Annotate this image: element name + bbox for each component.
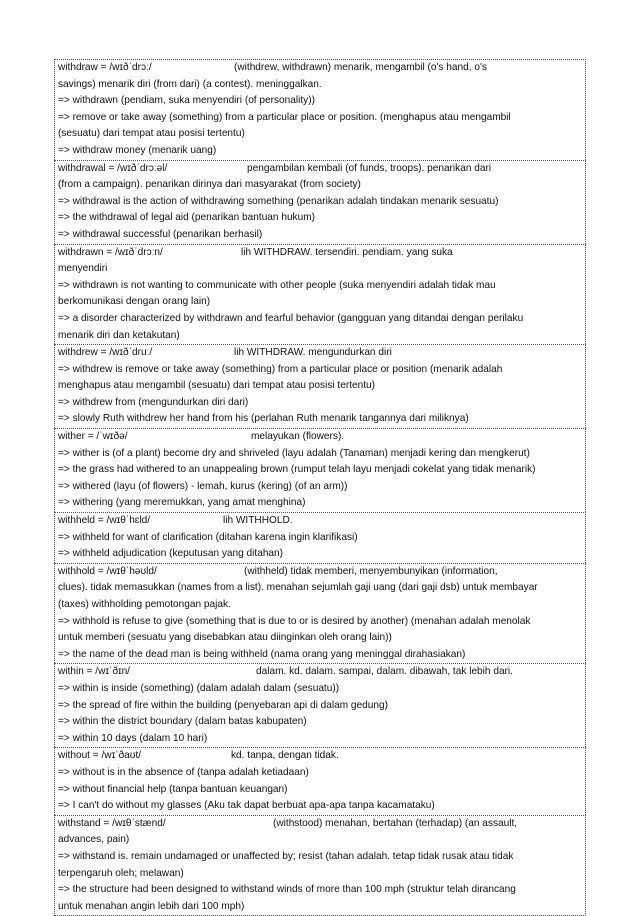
dictionary-entry — [54, 59, 586, 160]
entry-line: => withdraw money (menarik uang) — [58, 144, 217, 156]
entry-line: advances, pain) — [58, 834, 130, 846]
dictionary-table — [54, 59, 586, 916]
entry-line: => withhold is refuse to give (something that is due to or is desired by another) (menahan adalah menolak — [58, 615, 531, 627]
entry-line: menarik diri dan ketakutan) — [58, 329, 180, 341]
entry-headword: wither = /ˈwɪðə/ — [58, 431, 128, 443]
entry-line: => withdrawal is the action of withdrawing something (penarikan adalah tindakan menarik sesuatu) — [58, 195, 499, 207]
entry-definition-start: lih WITHDRAW. tersendiri. pendiam. yang suka — [241, 246, 453, 258]
entry-line: => the spread of fire within the building (penyebaran api di dalam gedung) — [58, 699, 388, 711]
entry-line: terpengaruh oleh; melawan) — [58, 867, 184, 879]
entry-headword: withdraw = /wɪðˈdrɔː/ — [58, 62, 152, 73]
entry-headline — [58, 748, 582, 765]
entry-definition-start: lih WITHDRAW. mengundurkan diri — [234, 347, 392, 359]
entry-definition-start: dalam. kd. dalam. sampai, dalam. dibawah, tak lebih dari. — [256, 666, 513, 678]
entry-line: => a disorder characterized by withdrawn and fearful behavior (gangguan yang ditandai dengan perilaku — [58, 312, 524, 324]
entry-line: savings) menarik diri (from dari) (a contest). meninggalkan. — [58, 78, 322, 90]
entry-headline — [58, 60, 582, 77]
entry-line: (sesuatu) dari tempat atau posisi tertentu) — [58, 128, 245, 140]
entry-line: clues). tidak memasukkan (names from a list). menahan sejumlah gaji uang (dari gaji dsb) untuk membayar — [58, 582, 538, 594]
entry-line: (taxes) withholding pemotongan pajak. — [58, 599, 231, 610]
entry-definition-start: pengambilan kembali (of funds, troops). penarikan dari — [247, 162, 492, 174]
dictionary-entry — [54, 344, 586, 428]
entry-headword: withdrew = /wɪðˈdruː/ — [58, 347, 153, 359]
entry-line: => withdrawn (pendiam, suka menyendiri (of personality)) — [58, 95, 315, 107]
entry-line: => withdrawal successful (penarikan berhasil) — [58, 228, 263, 240]
entry-line: => without financial help (tanpa bantuan keuangan) — [58, 783, 288, 795]
entry-line: (from a campaign). penarikan dirinya dari masyarakat (from society) — [58, 179, 361, 191]
entry-headword: withhold = /wɪθˈhəʊld/ — [58, 565, 157, 577]
entry-line: berkomunikasi dengan orang lain) — [58, 296, 211, 308]
entry-headline — [58, 513, 582, 530]
entry-definition-start: (withdrew, withdrawn) menarik, mengambil (o's hand, o's — [234, 62, 487, 73]
entry-line: => the structure had been designed to withstand winds of more than 100 mph (struktur telah dirancang — [58, 884, 516, 896]
entry-headline — [58, 564, 582, 581]
entry-definition-start: (withheld) tidak memberi, menyembunyikan (information, — [244, 565, 498, 577]
entry-line: => the name of the dead man is being withheld (nama orang yang meninggal dirahasiakan) — [58, 648, 466, 660]
dictionary-entry — [54, 160, 586, 244]
entry-line: untuk menahan angin lebih dari 100 mph) — [58, 900, 245, 912]
entry-headword: within = /wɪˈðɪn/ — [58, 666, 130, 678]
entry-headword: withdrawal = /wɪðˈdrɔːəl/ — [58, 162, 168, 174]
entry-line: => wither is (of a plant) become dry and shriveled (layu adalah (Tanaman) menjadi kering dan mengkerut) — [58, 447, 530, 459]
dictionary-entry — [54, 428, 586, 512]
entry-line: => withdrawn is not wanting to communicate with other people (suka menyendiri adalah tidak mau — [58, 279, 496, 291]
dictionary-entry — [54, 244, 586, 345]
entry-line: => within is inside (something) (dalam adalah dalam (sesuatu)) — [58, 682, 340, 694]
entry-line: => within the district boundary (dalam batas kabupaten) — [58, 716, 307, 728]
entry-headword: withdrawn = /wɪðˈdrɔːn/ — [58, 246, 163, 258]
entry-line: menyendiri — [58, 263, 108, 275]
entry-line: => slowly Ruth withdrew her hand from his (perlahan Ruth menarik tangannya dari miliknya) — [58, 413, 469, 425]
entry-headword: withstand = /wɪθˈstænd/ — [58, 817, 166, 829]
entry-line: => without is in the absence of (tanpa adalah ketiadaan) — [58, 766, 309, 778]
entry-headline — [58, 429, 582, 446]
entry-headword: without = /wɪˈðaʊt/ — [58, 750, 142, 762]
entry-headword: withheld = /wɪθˈhɛld/ — [58, 515, 151, 527]
entry-line: => remove or take away (something) from a particular place or position. (menghapus atau mengambil — [58, 111, 511, 123]
entry-line: => withheld adjudication (keputusan yang ditahan) — [58, 548, 284, 560]
entry-line: => the withdrawal of legal aid (penarikan bantuan hukum) — [58, 212, 315, 224]
entry-line: => withered (layu (of flowers) - lemah, kurus (kering) (of an arm)) — [58, 480, 348, 492]
dictionary-entry — [54, 663, 586, 747]
entry-definition-start: kd. tanpa, dengan tidak. — [231, 750, 339, 762]
entry-line: => withstand is. remain undamaged or unaffected by; resist (tahan adalah. tetap tidak rusak atau tidak — [58, 850, 514, 862]
entry-definition-start: melayukan (flowers). — [251, 431, 345, 443]
entry-headline — [58, 816, 582, 833]
entry-line: untuk memberi (sesuatu yang disebabkan atau diinginkan oleh orang lain)) — [58, 632, 392, 644]
dictionary-entry — [54, 563, 586, 664]
entry-line: => the grass had withered to an unappealing brown (rumput telah layu menjadi cokelat yang tidak menarik) — [58, 464, 536, 476]
entry-definition-start: (withstood) menahan, bertahan (terhadap) (an assault, — [273, 817, 518, 829]
dictionary-entry — [54, 815, 586, 916]
entry-headline — [58, 161, 582, 178]
entry-line: => withering (yang meremukkan, yang amat menghina) — [58, 497, 306, 509]
entry-line: => withdrew is remove or take away (something) from a particular place or position (menarik adalah — [58, 363, 503, 375]
entry-line: => within 10 days (dalam 10 hari) — [58, 732, 208, 744]
dictionary-entry — [54, 512, 586, 563]
entry-definition-start: lih WITHHOLD. — [223, 515, 293, 527]
entry-line: menghapus atau mengambil (sesuatu) dari tempat atau posisi tertentu) — [58, 380, 376, 392]
entry-headline — [58, 664, 582, 681]
dictionary-entry — [54, 747, 586, 814]
entry-line: => withheld for want of clarification (ditahan karena ingin klarifikasi) — [58, 531, 358, 543]
entry-headline — [58, 345, 582, 362]
entry-headline — [58, 245, 582, 262]
entry-line: => withdrew from (mengundurkan diri dari) — [58, 396, 249, 408]
entry-line: => I can't do without my glasses (Aku tak dapat berbuat apa-apa tanpa kacamataku) — [58, 800, 435, 812]
